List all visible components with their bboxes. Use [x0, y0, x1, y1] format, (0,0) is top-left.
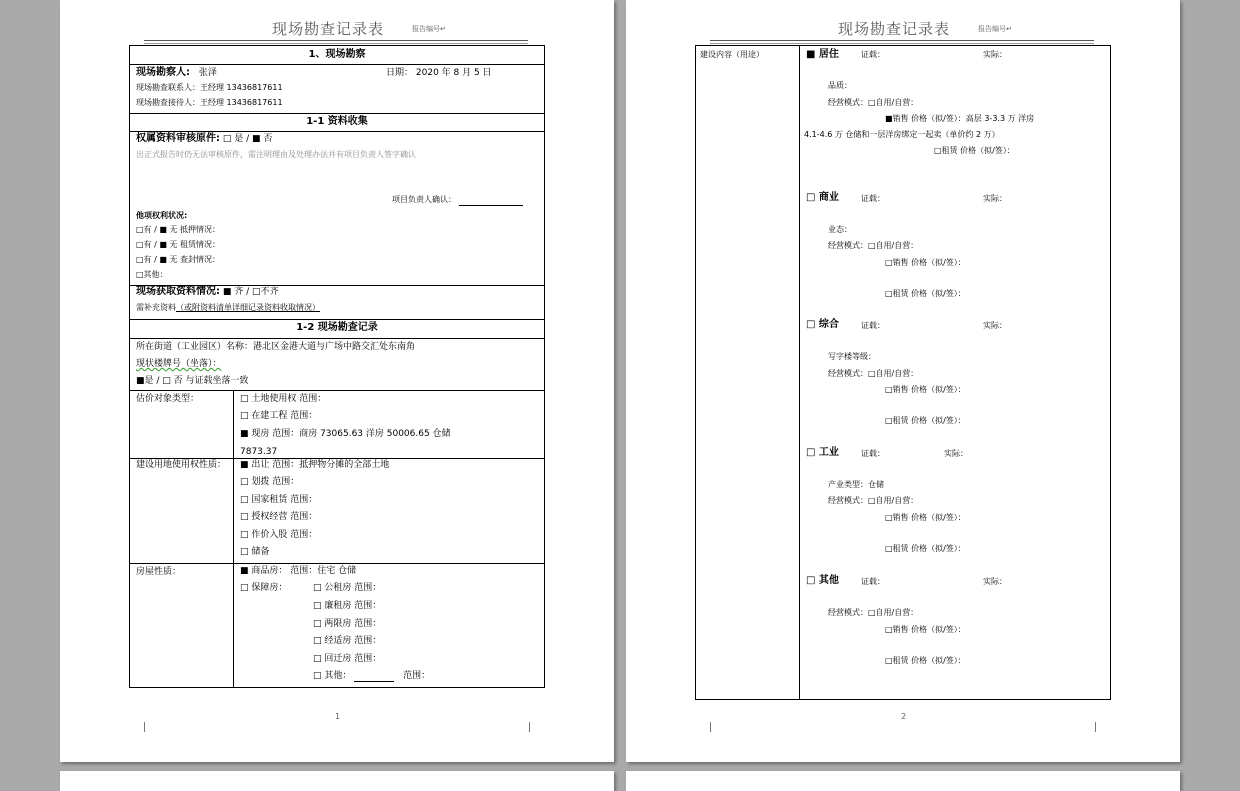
docs-note: 出正式报告时仍无法审核原件，需注明理由及处理办法并有项目负责人签字确认: [136, 150, 416, 159]
commerce-rent: □租赁 价格（拟/签）：: [885, 289, 966, 298]
receiver-person: 现场勘查接待人：王经理 13436817611: [136, 98, 283, 107]
section-1-1-title: 1-1 资料收集: [306, 116, 368, 127]
inspector-label: 现场勘察人:: [136, 67, 190, 78]
other-rights-label: 他项权利状况:: [136, 211, 188, 220]
composite-sell: □销售 价格（拟/签）：: [885, 385, 966, 394]
other-actual: 实际：: [983, 577, 1007, 586]
commerce-actual: 实际：: [983, 194, 1007, 203]
object-existing-house: ■ 现房 范围：商房 73065.63 洋房 50006.65 仓储: [240, 429, 451, 439]
industrial-title: □ 工业: [806, 447, 839, 458]
composite-title: □ 综合: [806, 319, 839, 330]
office-grade-label: 写字楼等级：: [828, 352, 876, 361]
section-1-2-title: 1-2 现场勘查记录: [296, 322, 378, 333]
industrial-cert: 证载：: [861, 449, 885, 458]
contact-person: 现场勘查联系人：王经理 13436817611: [136, 83, 283, 92]
composite-rent: □租赁 价格（拟/签）：: [885, 416, 966, 425]
composite-mode: 经营模式：□自用/自营：: [828, 369, 919, 378]
residential-cert: 证载：: [861, 50, 885, 59]
industrial-actual: 实际：: [944, 449, 968, 458]
industrial-sell: □销售 价格（拟/签）：: [885, 513, 966, 522]
page-number: 2: [901, 712, 907, 721]
commerce-mode: 经营模式：□自用/自营：: [828, 241, 919, 250]
build-content-table: [695, 45, 1111, 700]
page-3-partial: [60, 771, 614, 791]
report-number-label: 报告编号↵: [978, 25, 1012, 33]
document-title: 现场勘查记录表: [838, 20, 951, 38]
commerce-title: □ 商业: [806, 192, 839, 203]
composite-cert: 证载：: [861, 321, 885, 330]
consistent-line: ■是 / □ 否 与证载坐落一致: [136, 376, 249, 386]
house-affordable: □ 保障房：: [240, 583, 288, 593]
page-4-partial: [626, 771, 1180, 791]
build-content-label: 建设内容（用途）: [700, 50, 764, 59]
house-other-range: 范围：: [403, 671, 431, 681]
house-low-rent: □ 廉租房 范围：: [313, 601, 382, 611]
rights-mortgage: □有 / ■ 无 抵押情况：: [136, 225, 220, 234]
inspection-form-table: [129, 45, 545, 688]
building-line: 现状楼牌号（坐落）：: [136, 359, 222, 369]
page-2: [626, 0, 1180, 762]
residential-mode: 经营模式：□自用/自营：: [828, 98, 919, 107]
other-cert: 证载：: [861, 577, 885, 586]
residential-sell-cont: 4.1-4.6 万 仓储和一层洋房绑定一起卖（单价约 2 万）: [804, 130, 1000, 139]
house-relocation: □ 回迁房 范围：: [313, 654, 382, 664]
industrial-rent: □租赁 价格（拟/签）：: [885, 544, 966, 553]
date-value: 2020 年 8 月 5 日: [415, 68, 492, 78]
collect-options: ■ 齐 / □不齐: [222, 287, 279, 297]
format-label: 业态：: [828, 225, 852, 234]
land-capital: □ 作价入股 范围：: [240, 530, 318, 540]
rights-seizure: □有 / ■ 无 查封情况：: [136, 255, 220, 264]
page-number: 1: [335, 712, 341, 721]
house-public-rent: □ 公租房 范围：: [313, 583, 382, 593]
other-use-title: □ 其他: [806, 575, 839, 586]
house-nature-label: 房屋性质：: [136, 567, 182, 577]
other-sell: □销售 价格（拟/签）：: [885, 625, 966, 634]
date-label: 日期：: [386, 68, 414, 78]
page-1: [60, 0, 614, 762]
land-allocation: □ 划拨 范围：: [240, 477, 300, 487]
rights-lease: □有 / ■ 无 租赁情况：: [136, 240, 220, 249]
document-title: 现场勘查记录表: [272, 20, 385, 38]
residential-title: ■ 居住: [806, 49, 839, 60]
house-price-limited: □ 两限房 范围：: [313, 619, 382, 629]
inspector-name: 张泽: [198, 68, 217, 78]
land-reserve: □ 储备: [240, 547, 270, 557]
section-1-title: 1、现场勘察: [308, 49, 366, 60]
commerce-sell: □销售 价格（拟/签）：: [885, 258, 966, 267]
other-mode: 经营模式：□自用/自营：: [828, 608, 919, 617]
house-commercial: ■ 商品房： 范围：住宅 仓储: [240, 566, 357, 576]
object-existing-house-cont: 7873.37: [240, 447, 278, 457]
object-land-use: □ 土地使用权 范围：: [240, 394, 327, 404]
land-authorized: □ 授权经营 范围：: [240, 512, 318, 522]
commerce-cert: 证载：: [861, 194, 885, 203]
industry-type: 产业类型：仓储: [828, 480, 884, 489]
docs-review-label: 权属资料审核原件:: [136, 133, 220, 144]
object-type-label: 估价对象类型：: [136, 394, 200, 404]
docs-review-options: □ 是 / ■ 否: [222, 134, 273, 144]
residential-rent: □租赁 价格（拟/签）：: [934, 146, 1015, 155]
page-header: [626, 18, 1180, 42]
industrial-mode: 经营模式：□自用/自营：: [828, 496, 919, 505]
signature-line[interactable]: [459, 196, 523, 206]
collect-label: 现场获取资料情况:: [136, 286, 220, 297]
object-under-construction: □ 在建工程 范围：: [240, 411, 318, 421]
land-transfer: ■ 出让 范围：抵押物分摊的全部土地: [240, 460, 390, 470]
house-economic: □ 经适房 范围：: [313, 636, 382, 646]
residential-actual: 实际：: [983, 50, 1007, 59]
house-other: □ 其他：: [313, 671, 352, 681]
house-other-blank[interactable]: [354, 672, 394, 682]
supplement-label: 需补充资料: [136, 303, 176, 312]
confirm-label: 项目负责人确认：: [392, 195, 456, 204]
page-header: [60, 18, 614, 42]
rights-other: □其他：: [136, 270, 168, 279]
land-state-lease: □ 国家租赁 范围：: [240, 495, 318, 505]
report-number-label: 报告编号↵: [412, 25, 446, 33]
land-rights-label: 建设用地使用权性质：: [136, 460, 227, 470]
street-line: 所在街道（工业园区）名称：港北区金港大道与广场中路交汇处东南角: [136, 342, 416, 352]
composite-actual: 实际：: [983, 321, 1007, 330]
residential-sell: ■销售 价格（拟/签）：高层 3-3.3 万 洋房: [885, 114, 1035, 123]
supplement-note: （或附资料清单详细记录资料收取情况）: [176, 303, 320, 312]
quality-label: 品质：: [828, 81, 852, 90]
other-rent: □租赁 价格（拟/签）：: [885, 656, 966, 665]
